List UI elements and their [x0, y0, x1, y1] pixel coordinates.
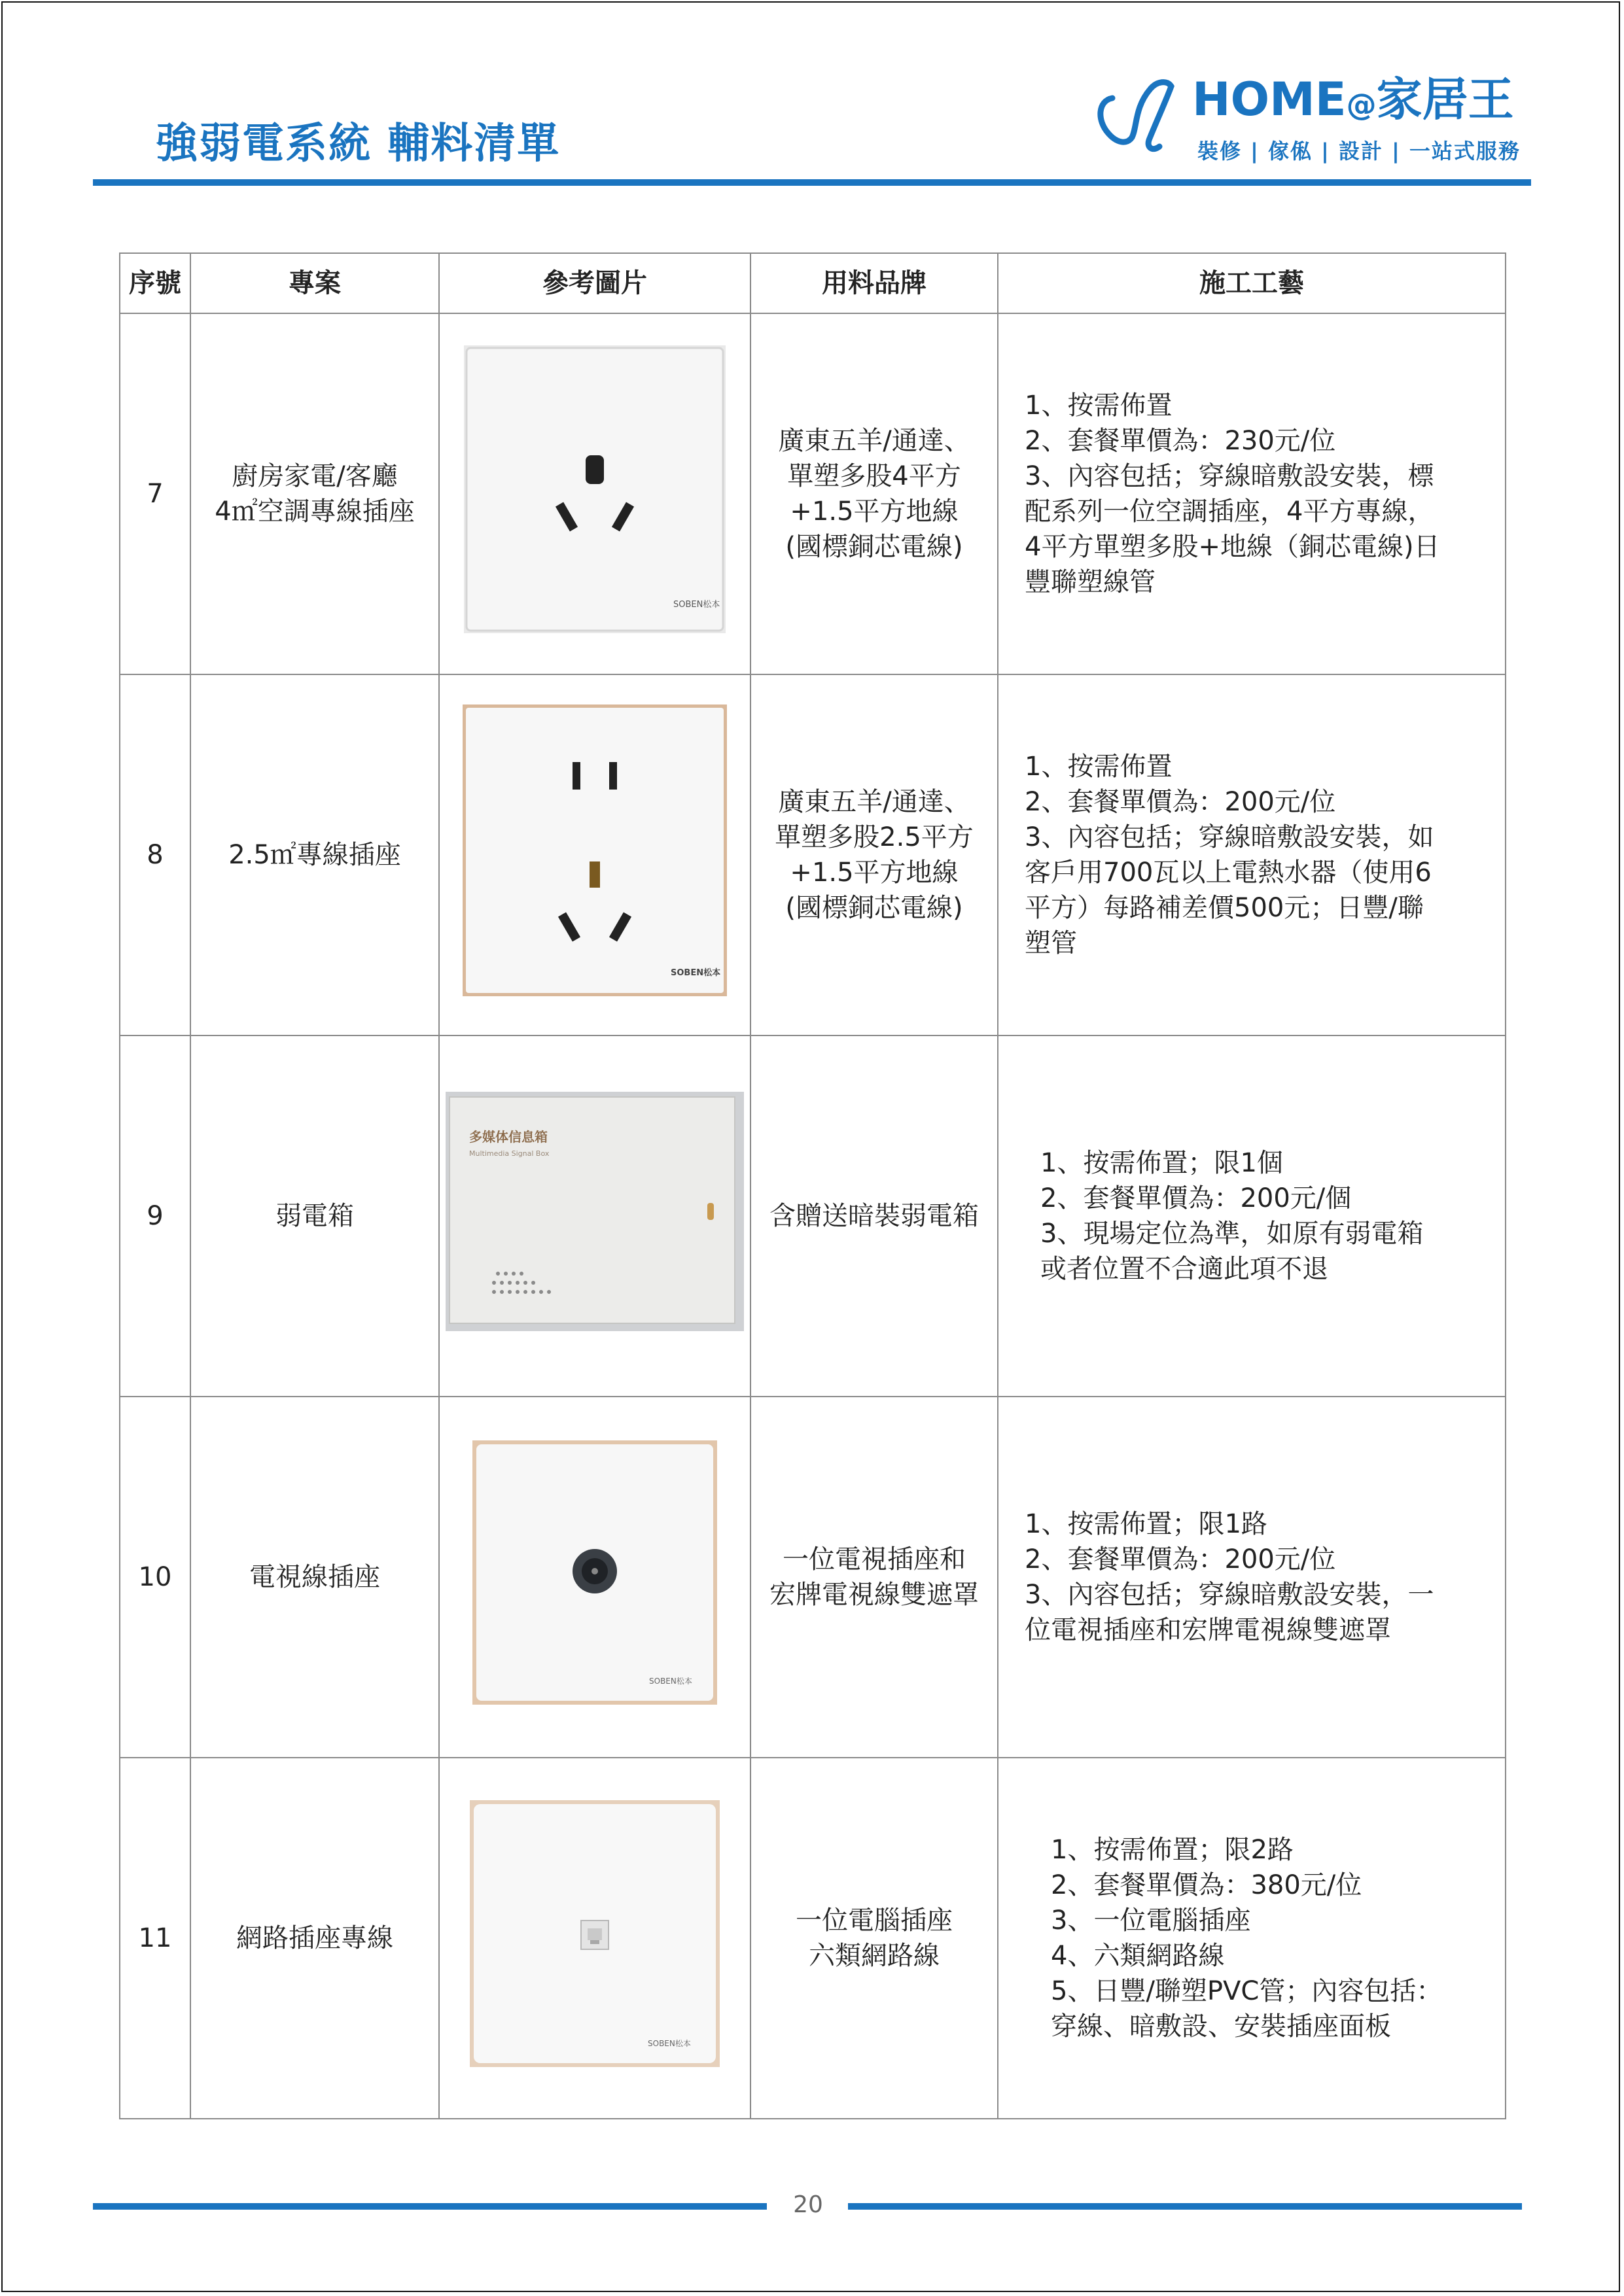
item-name: 弱電箱: [190, 1035, 439, 1397]
table-row: [120, 313, 1506, 674]
table-row: [120, 1035, 1506, 1397]
svg-text:多媒体信息箱: 多媒体信息箱: [469, 1129, 548, 1145]
row-number: 11: [120, 1758, 190, 2119]
material-brand: 廣東五羊/通達、 單塑多股2.5平方 +1.5平方地線 (國標銅芯電線): [750, 674, 998, 1035]
reference-image-cell: [439, 674, 750, 1035]
row-number: 10: [120, 1397, 190, 1758]
construction-process: 1、按需佈置 2、套餐單價為：200元/位 3、內容包括；穿線暗敷設安裝，如 客戶用700瓦以上電熱水器（使用6 平方）每路補差價500元；日豐/聯 塑管: [998, 674, 1506, 1035]
svg-text:SOBEN松本: SOBEN松本: [648, 2039, 691, 2048]
logo-v-icon: [1094, 75, 1192, 160]
reference-image-cell: [439, 1397, 750, 1758]
material-brand: 一位電視插座和 宏牌電視線雙遮罩: [750, 1397, 998, 1758]
material-brand: 含贈送暗裝弱電箱: [750, 1035, 998, 1397]
logo-tagline: 裝修 | 傢俬 | 設計 | 一站式服務: [1197, 139, 1521, 164]
item-name: 廚房家電/客廳 4㎡空調專線插座: [190, 313, 439, 674]
weak-current-box-image: [446, 1092, 744, 1331]
header-cell: 用料品牌: [750, 253, 998, 313]
page-number: 20: [793, 2191, 823, 2218]
reference-image-cell: [439, 313, 750, 674]
table-header-row: [120, 253, 1506, 313]
tv-socket-image: [472, 1440, 717, 1705]
construction-process: 1、按需佈置；限2路 2、套餐單價為：380元/位 3、一位電腦插座 4、六類網路線 5、日豐/聯塑PVC管；內容包括： 穿線、暗敷設、安裝插座面板: [998, 1758, 1506, 2119]
title-divider: [93, 179, 1531, 186]
air-conditioner-socket-image: [464, 345, 726, 633]
header-cell: 參考圖片: [439, 253, 750, 313]
svg-text:SOBEN松本: SOBEN松本: [673, 600, 720, 610]
row-number: 8: [120, 674, 190, 1035]
svg-text:SOBEN松本: SOBEN松本: [671, 968, 721, 978]
item-name: 2.5㎡專線插座: [190, 674, 439, 1035]
table-row: [120, 674, 1506, 1035]
item-name: 電視線插座: [190, 1397, 439, 1758]
reference-image-cell: [439, 1758, 750, 2119]
svg-text:SOBEN松本: SOBEN松本: [649, 1677, 692, 1686]
logo-wordmark: HOME@家居王: [1192, 73, 1514, 126]
materials-table: [119, 252, 1506, 2119]
footer-rule-left: [93, 2203, 767, 2210]
construction-process: 1、按需佈置 2、套餐單價為：230元/位 3、內容包括；穿線暗敷設安裝，標 配系列一位空調插座，4平方專線， 4平方單塑多股+地線（銅芯電線)日 豐聯塑線管: [998, 313, 1506, 674]
header-cell: 施工工藝: [998, 253, 1506, 313]
svg-text:Multimedia Signal Box: Multimedia Signal Box: [469, 1149, 550, 1158]
row-number: 7: [120, 313, 190, 674]
brand-logo: [1094, 71, 1539, 169]
construction-process: 1、按需佈置；限1路 2、套餐單價為：200元/位 3、內容包括；穿線暗敷設安裝，一 位電視插座和宏牌電視線雙遮罩: [998, 1397, 1506, 1758]
table-row: [120, 1758, 1506, 2119]
table-row: [120, 1397, 1506, 1758]
network-socket-image: [470, 1800, 720, 2067]
five-hole-socket-image: [463, 704, 727, 996]
footer-rule-right: [848, 2203, 1522, 2210]
page-title: 強弱電系統 輔料清單: [156, 120, 561, 168]
reference-image-cell: [439, 1035, 750, 1397]
header-cell: 專案: [190, 253, 439, 313]
material-brand: 廣東五羊/通達、 單塑多股4平方 +1.5平方地線 (國標銅芯電線): [750, 313, 998, 674]
construction-process: 1、按需佈置；限1個 2、套餐單價為：200元/個 3、現場定位為準，如原有弱電箱 或者位置不合適此項不退: [998, 1035, 1506, 1397]
item-name: 網路插座專線: [190, 1758, 439, 2119]
row-number: 9: [120, 1035, 190, 1397]
header-cell: 序號: [120, 253, 190, 313]
material-brand: 一位電腦插座 六類網路線: [750, 1758, 998, 2119]
